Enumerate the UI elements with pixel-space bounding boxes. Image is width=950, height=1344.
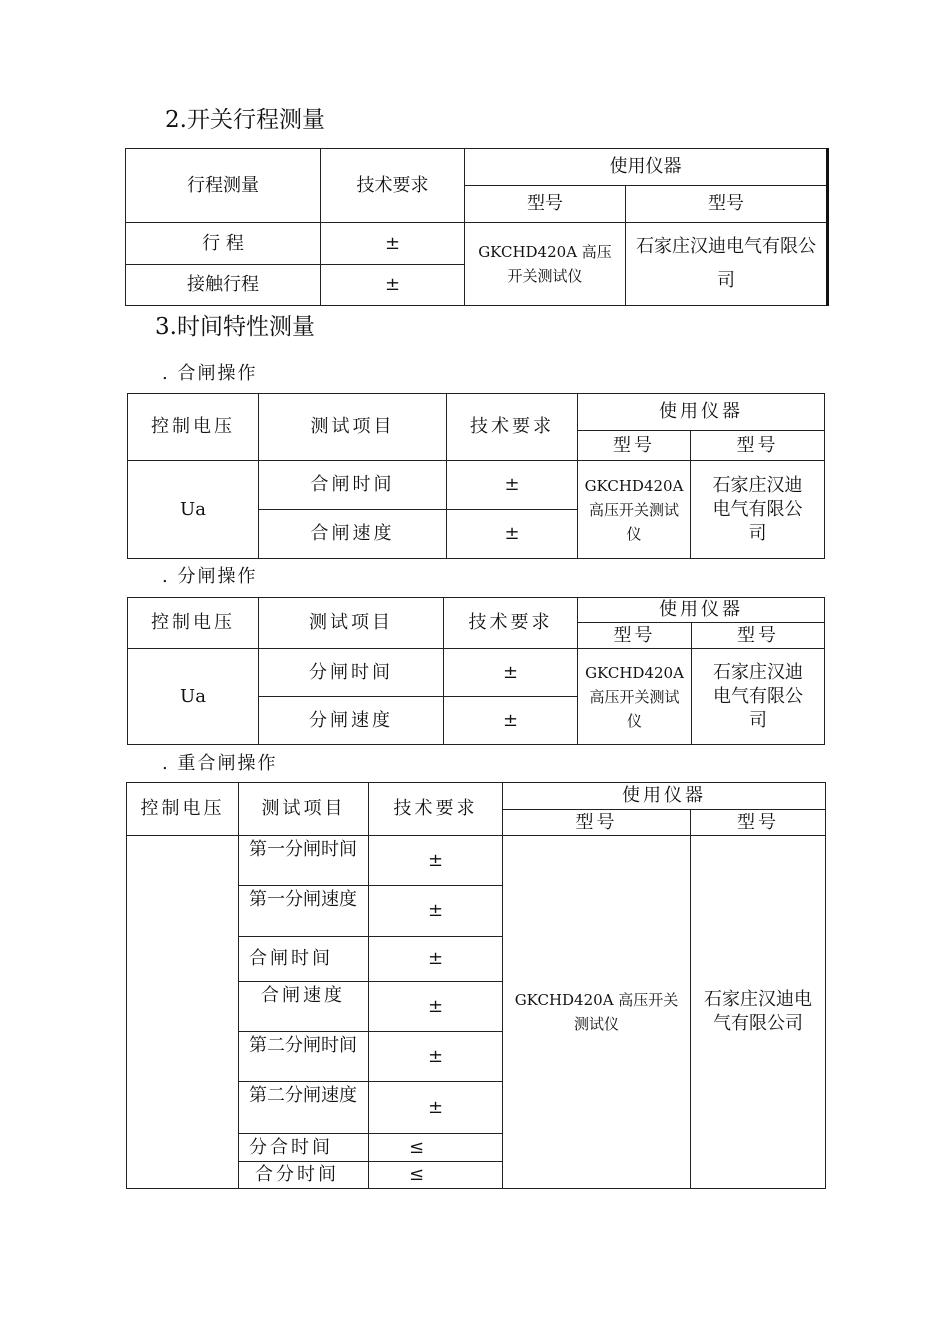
- header-model: 型号: [503, 810, 691, 836]
- row-item: 行 程: [126, 223, 321, 265]
- instrument-maker: 石家庄汉迪电气有限公司: [692, 649, 825, 745]
- row-item: 合分时间: [239, 1162, 369, 1189]
- row-item: 第二分闸时间: [239, 1032, 369, 1082]
- row-item: 分闸时间: [259, 649, 444, 697]
- header-control-voltage: 控制电压: [127, 783, 239, 836]
- row-item: 合闸速度: [259, 510, 447, 559]
- open-operation-table: [127, 597, 825, 745]
- header-control-voltage: 控制电压: [128, 598, 259, 649]
- header-test-item: 测试项目: [259, 394, 447, 461]
- row-req: ±: [369, 836, 503, 886]
- row-item: 分合时间: [239, 1134, 369, 1162]
- subsection-title-close: . 合闸操作: [162, 363, 258, 384]
- row-item: 合闸时间: [259, 461, 447, 510]
- travel-table: [125, 148, 829, 306]
- header-model: 型号: [692, 623, 825, 649]
- header-model: 型号: [465, 186, 626, 223]
- subsection-title-reclose: . 重合闸操作: [162, 753, 278, 774]
- section-heading-travel: 2.开关行程测量: [165, 107, 325, 133]
- row-req: ±: [447, 510, 578, 559]
- control-voltage-value: Ua: [128, 649, 259, 745]
- row-req: ±: [369, 1082, 503, 1134]
- row-req: ≤: [369, 1162, 503, 1189]
- header-instrument: 使用仪器: [465, 149, 828, 186]
- header-tech-req: 技术要求: [321, 149, 465, 223]
- header-tech-req: 技术要求: [444, 598, 578, 649]
- instrument-maker: 石家庄汉迪电气有限公司: [691, 461, 825, 559]
- control-voltage-value: Ua: [128, 461, 259, 559]
- instrument-model: GKCHD420A 高压开关测试仪: [578, 461, 691, 559]
- row-req: ±: [369, 937, 503, 982]
- header-model: 型号: [691, 810, 826, 836]
- row-item: 合闸时间: [239, 937, 369, 982]
- row-req: ≤: [369, 1134, 503, 1162]
- instrument-model: GKCHD420A 高压开关测试仪: [578, 649, 692, 745]
- header-model: 型号: [626, 186, 828, 223]
- header-model: 型号: [578, 623, 692, 649]
- section-heading-timing: 3.时间特性测量: [155, 314, 315, 340]
- header-tech-req: 技术要求: [447, 394, 578, 461]
- instrument-maker: 石家庄汉迪电气有限公司: [626, 223, 828, 306]
- instrument-maker: 石家庄汉迪电气有限公司: [691, 836, 826, 1189]
- subsection-title-open: . 分闸操作: [162, 566, 258, 587]
- control-voltage-value: [127, 836, 239, 1189]
- reclose-operation-table: [126, 782, 826, 1189]
- row-item: 合闸速度: [239, 982, 369, 1032]
- row-req: ±: [444, 649, 578, 697]
- row-item: 第一分闸时间: [239, 836, 369, 886]
- row-req: ±: [444, 697, 578, 745]
- header-instrument: 使用仪器: [503, 783, 826, 810]
- header-model: 型号: [578, 431, 691, 461]
- header-travel-item: 行程测量: [126, 149, 321, 223]
- row-item: 第一分闸速度: [239, 886, 369, 937]
- row-req: ±: [447, 461, 578, 510]
- row-item: 第二分闸速度: [239, 1082, 369, 1134]
- header-test-item: 测试项目: [239, 783, 369, 836]
- header-instrument: 使用仪器: [578, 394, 825, 431]
- row-req: ±: [369, 982, 503, 1032]
- row-req: ±: [369, 886, 503, 937]
- header-tech-req: 技术要求: [369, 783, 503, 836]
- instrument-model: GKCHD420A 高压开关测试仪: [465, 223, 626, 306]
- row-item: 接触行程: [126, 265, 321, 306]
- row-req: ±: [321, 223, 465, 265]
- header-model: 型号: [691, 431, 825, 461]
- header-test-item: 测试项目: [259, 598, 444, 649]
- row-item: 分闸速度: [259, 697, 444, 745]
- close-operation-table: [127, 393, 825, 559]
- instrument-model: GKCHD420A 高压开关测试仪: [503, 836, 691, 1189]
- header-instrument: 使用仪器: [578, 598, 825, 623]
- header-control-voltage: 控制电压: [128, 394, 259, 461]
- row-req: ±: [369, 1032, 503, 1082]
- row-req: ±: [321, 265, 465, 306]
